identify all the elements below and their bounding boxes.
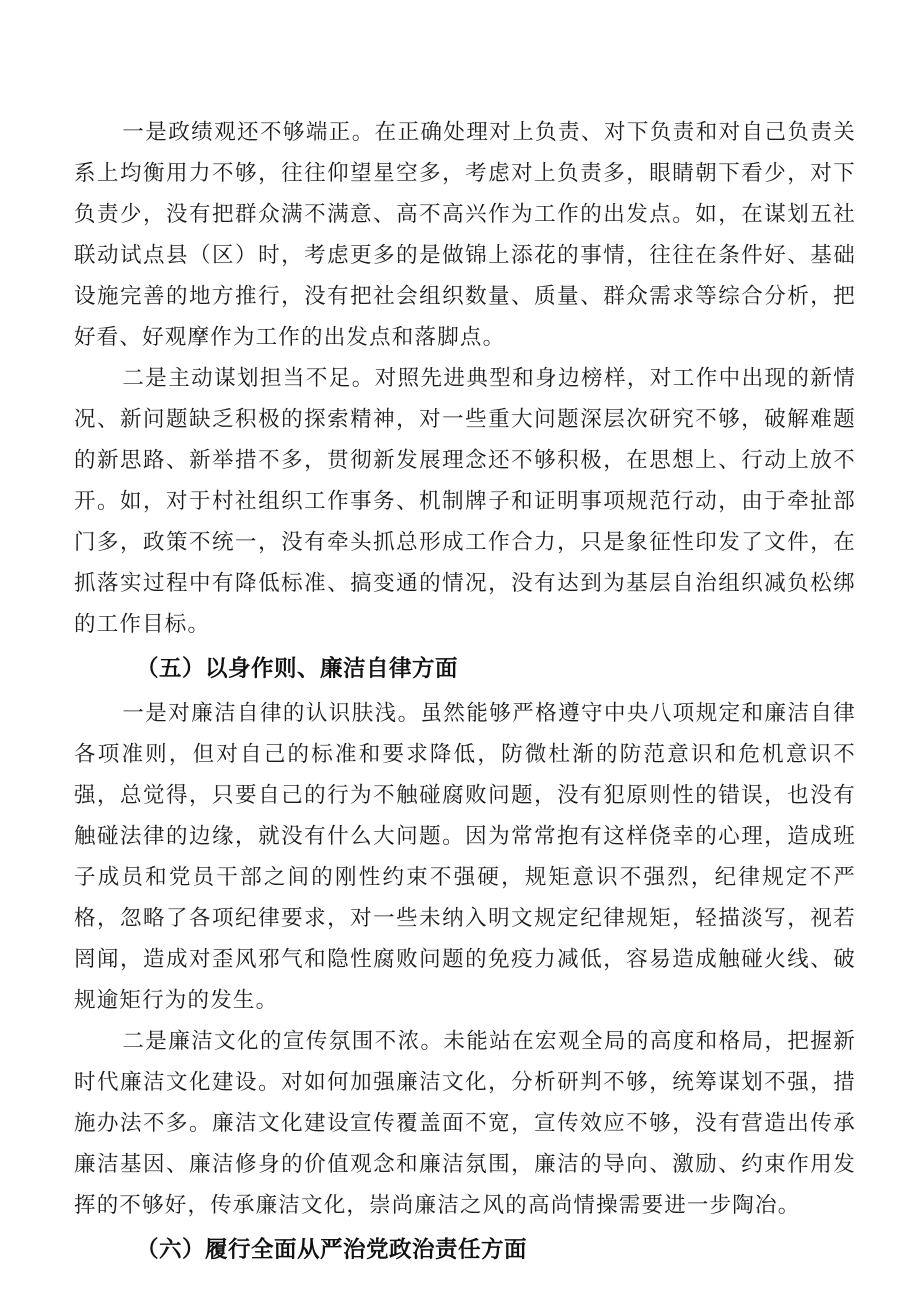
section-heading-six: （六）履行全面从严治党政治责任方面 (136, 1237, 528, 1263)
paragraph-political-achievement-view: 一是政绩观还不够端正。在正确处理对上负责、对下负责和对自己负责关系上均衡用力不够，往往仰望星空多，考虑对上负责多，眼睛朝下看少，对下负责少，没有把群众满不满意、高不高兴作为工作的出发点。如，在谋划五社联动试点县（区）时，考虑更多的是做锦上添花的事情，往往在条件好、基础设施完善的地方推行，没有把社会组织数量、质量、群众需求等综合分析，把好看、好观摩作为工作的出发点和落脚点。 (74, 120, 856, 350)
paragraph-proactive-planning: 二是主动谋划担当不足。对照先进典型和身边榜样，对工作中出现的新情况、新问题缺乏积极的探索精神，对一些重大问题深层次研究不够，破解难题的新思路、新举措不多，贯彻新发展理念还不够积极，在思想上、行动上放不开。如，对于村社组织工作事务、机制牌子和证明事项规范行动，由于牵扯部门多，政策不统一，没有牵头抓总形成工作合力，只是象征性印发了文件，在抓落实过程中有降低标准、搞变通的情况，没有达到为基层自治组织减负松绑的工作目标。 (74, 366, 856, 637)
document-body (74, 112, 856, 1274)
paragraph-integrity-culture: 二是廉洁文化的宣传氛围不浓。未能站在宏观全局的高度和格局，把握新时代廉洁文化建设。对如何加强廉洁文化，分析研判不够，统筹谋划不强，措施办法不多。廉洁文化建设宣传覆盖面不宽，宣传效应不够，没有营造出传承廉洁基因、廉洁修身的价值观念和廉洁氛围，廉洁的导向、激励、约束作用发挥的不够好，传承廉洁文化，崇尚廉洁之风的高尚情操需要进一步陶冶。 (74, 1029, 856, 1218)
paragraph-integrity-awareness: 一是对廉洁自律的认识肤浅。虽然能够严格遵守中央八项规定和廉洁自律各项准则，但对自己的标准和要求降低，防微杜渐的防范意识和危机意识不强，总觉得，只要自己的行为不触碰腐败问题，没有犯原则性的错误，也没有触碰法律的边缘，就没有什么大问题。因为常常抱有这样侥幸的心理，造成班子成员和党员干部之间的刚性约束不强硬，规矩意识不强烈，纪律规定不严格，忽略了各项纪律要求，对一些未纳入明文规定纪律规矩，轻描淡写，视若罔闻，造成对歪风邪气和隐性腐败问题的免疫力减低，容易造成触碰火线、破规逾矩行为的发生。 (74, 701, 856, 1013)
section-heading-five: （五）以身作则、廉洁自律方面 (136, 656, 459, 682)
